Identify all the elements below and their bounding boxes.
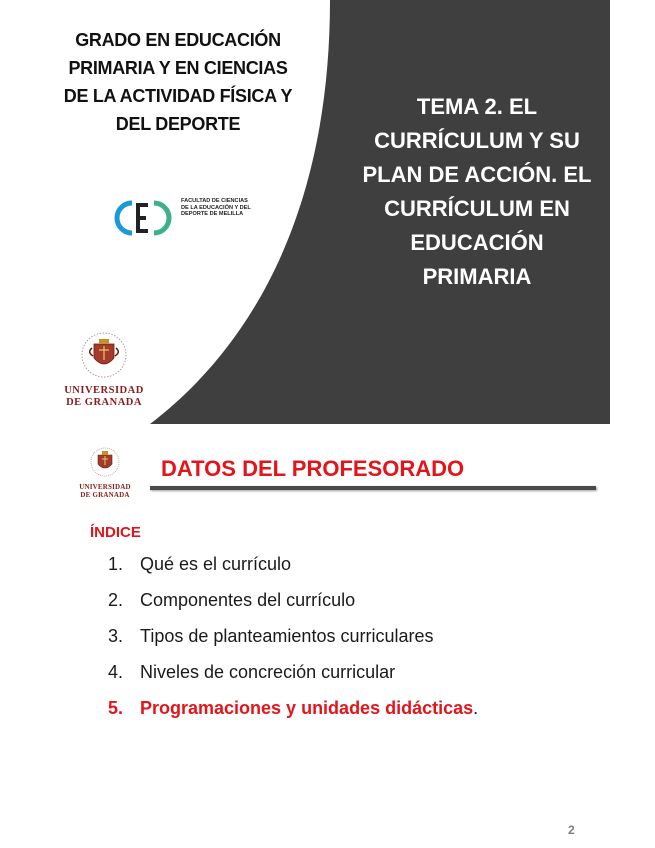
item-number: 1.: [108, 554, 124, 574]
title-slide: [0, 0, 610, 424]
item-text: Componentes del currículo: [140, 590, 356, 610]
item-number: 3.: [108, 626, 124, 646]
section-title: DATOS DEL PROFESORADO: [161, 456, 465, 481]
item-number: 5.: [108, 698, 124, 718]
page-number: 2: [568, 823, 575, 837]
university-name-line2: DE GRANADA: [66, 397, 142, 408]
item-trailing-period: .: [473, 698, 479, 718]
list-item: [108, 590, 478, 626]
university-name-line1: UNIVERSIDAD: [79, 483, 131, 491]
list-item-active: [108, 698, 478, 734]
list-item: [108, 626, 478, 662]
university-name-line2: DE GRANADA: [80, 491, 130, 499]
coat-of-arms-icon: [79, 330, 129, 380]
item-number: 4.: [108, 662, 124, 682]
faculty-logo: [112, 198, 251, 238]
degree-title: GRADO EN EDUCACIÓN PRIMARIA Y EN CIENCIAS DE LA ACTIVIDAD FÍSICA Y DEL DEPORTE: [63, 30, 293, 134]
coat-of-arms-icon: [89, 446, 121, 478]
index-list: [108, 554, 478, 734]
university-logo-small: [72, 446, 138, 499]
topic-title: TEMA 2. EL CURRÍCULUM Y SU PLAN DE ACCIÓN. EL CURRÍCULUM EN EDUCACIÓN PRIMARIA: [362, 94, 592, 289]
item-text: Tipos de planteamientos curriculares: [140, 626, 434, 646]
index-label: ÍNDICE: [90, 524, 141, 541]
item-text: Niveles de concreción curricular: [140, 662, 396, 682]
ced-logo-icon: [112, 198, 178, 238]
university-logo: [60, 330, 148, 409]
item-text: Qué es el currículo: [140, 554, 292, 574]
university-name-line1: UNIVERSIDAD: [64, 385, 144, 396]
title-underline: [150, 486, 596, 490]
item-number: 2.: [108, 590, 124, 610]
list-item: [108, 662, 478, 698]
item-text: Programaciones y unidades didácticas: [140, 698, 474, 718]
faculty-name: FACULTAD DE CIENCIAS DE LA EDUCACIÓN Y DEL DEPORTE DE MELILLA: [181, 198, 251, 218]
list-item: [108, 554, 478, 590]
